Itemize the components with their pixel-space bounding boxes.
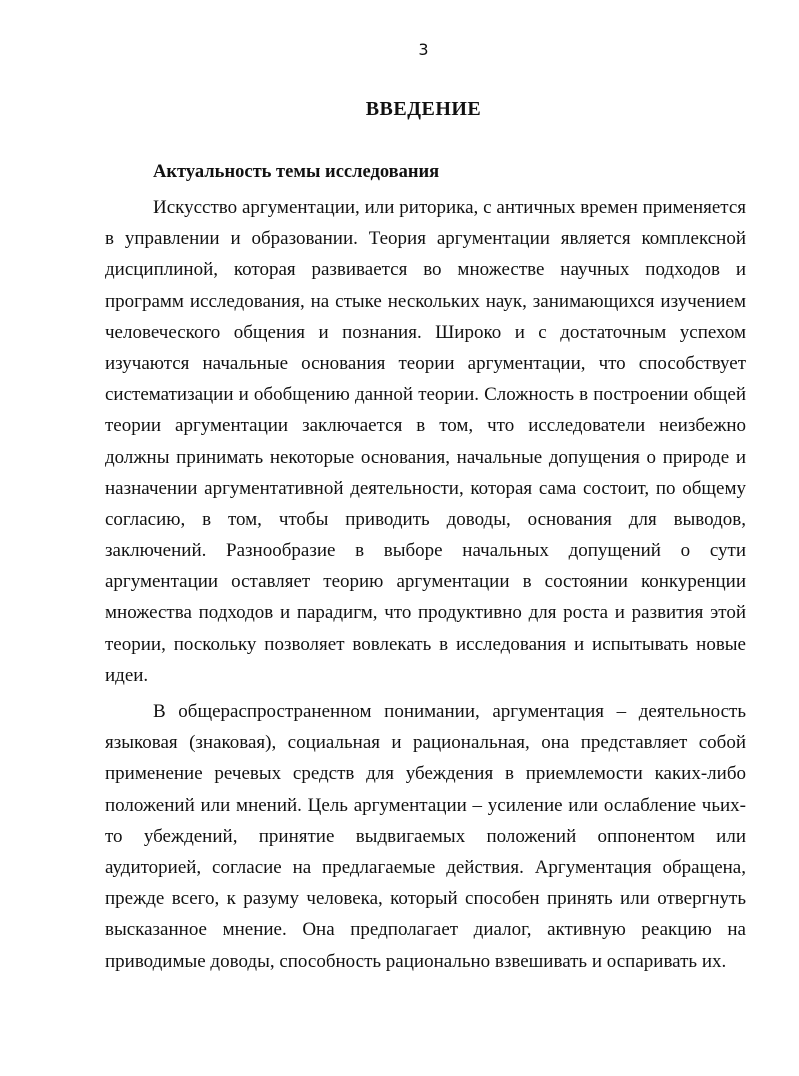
text-line: человеческого общения и познания. Широко и с достаточным успехом [105, 321, 746, 343]
page-number: 3 [418, 40, 429, 59]
text-line: назначении аргументативной деятельности, которая сама состоит, по общему [105, 477, 746, 499]
text-line: положений или мнений. Цель аргументации – усиление или ослабление чьих- [105, 794, 746, 816]
text-line: программ исследования, на стыке нескольких наук, занимающихся изучением [105, 290, 746, 312]
text-line: систематизации и обобщению данной теории. Сложность в построении общей [105, 384, 746, 406]
text-line: теории, поскольку позволяет вовлекать в исследования и испытывать новые [105, 633, 746, 655]
text-line: заключений. Разнообразие в выборе начальных допущений о сути [105, 540, 746, 562]
text-line: применение речевых средств для убеждения в приемлемости каких-либо [105, 763, 746, 785]
text-line: аудиторией, согласие на предлагаемые действия. Аргументация обращена, [105, 856, 746, 878]
text-line: высказанное мнение. Она предполагает диалог, активную реакцию на [105, 919, 746, 941]
text-line: прежде всего, к разуму человека, который способен принять или отвергнуть [105, 888, 746, 910]
text-line: то убеждений, принятие выдвигаемых положений оппонентом или [105, 825, 746, 847]
text-line: Искусство аргументации, или риторика, с античных времен применяется [153, 197, 746, 218]
text-line: дисциплиной, которая развивается во множестве научных подходов и [105, 259, 746, 281]
text-line: аргументации оставляет теорию аргументации в состоянии конкуренции [105, 571, 746, 593]
text-line: множества подходов и парадигм, что продуктивно для роста и развития этой [105, 602, 746, 624]
section-title: ВВЕДЕНИЕ [365, 98, 482, 120]
text-line: в управлении и образовании. Теория аргументации является комплексной [105, 228, 746, 250]
text-line: В общераспространенном понимании, аргументация – деятельность [153, 701, 746, 722]
text-line: согласию, в том, чтобы приводить доводы, основания для выводов, [105, 508, 746, 530]
text-line: приводимые доводы, способность рационально взвешивать и оспаривать их. [105, 950, 727, 972]
text-line: языковая (знаковая), социальная и рациональная, она представляет собой [105, 732, 746, 754]
paragraph-2 [105, 696, 746, 977]
paragraph-1 [105, 192, 746, 691]
text-line: должны принимать некоторые основания, начальные допущения о природе и [105, 446, 746, 468]
text-line: изучаются начальные основания теории аргументации, что способствует [105, 352, 746, 374]
text-line: теории аргументации заключается в том, что исследователи неизбежно [105, 415, 746, 437]
subsection-heading: Актуальность темы исследования [153, 162, 440, 182]
text-line: идеи. [105, 664, 149, 686]
